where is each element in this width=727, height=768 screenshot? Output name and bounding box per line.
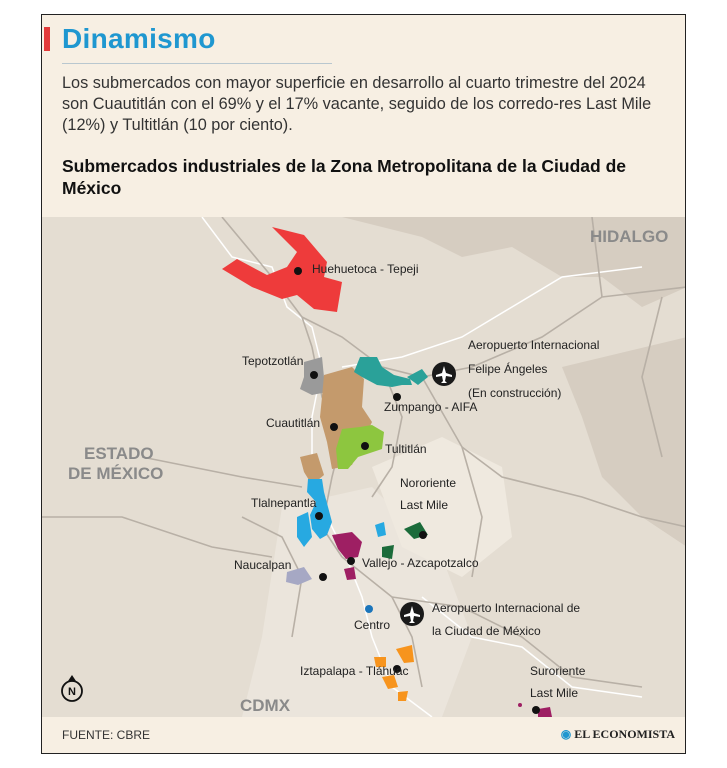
airport-icon-aifa (432, 362, 456, 386)
region-cdmx: CDMX (240, 696, 291, 715)
submarket-suroriente-dot (518, 703, 522, 707)
brand-logo (561, 727, 675, 742)
brand-dot-icon: ◉ (560, 727, 572, 741)
infographic-card (41, 14, 686, 754)
label-naucalpan: Naucalpan (234, 558, 292, 572)
marker-tepotzotlan (310, 371, 318, 379)
label-aicm-line2: la Ciudad de México (432, 624, 541, 638)
label-tlalnepantla: Tlalnepantla (251, 496, 317, 510)
map-subtitle: Submercados industriales de la Zona Metropolitana de la Ciudad de México (62, 156, 626, 198)
marker-suroriente (532, 706, 540, 714)
metro-map (42, 217, 686, 717)
region-edomex-line1: ESTADO (84, 444, 154, 463)
marker-naucalpan (319, 573, 327, 581)
description-text: Los submercados con mayor superficie en desarrollo al cuarto trimestre del 2024 son Cuautitlán con el 69% y el 17% vacante, seguido de los corredo-res Last Mile (12%) y Tultitlán (10 por ciento). (62, 74, 652, 134)
region-hidalgo: HIDALGO (590, 227, 669, 246)
airport-icon-aicm (400, 602, 424, 626)
marker-tultitlan (361, 442, 369, 450)
brand-name: EL ECONOMISTA (574, 727, 675, 741)
marker-tlalnepantla (315, 512, 323, 520)
label-huehuetoca: Huehuetoca - Tepeji (312, 262, 419, 276)
label-tultitlan: Tultitlán (385, 442, 427, 456)
submarket-centro (365, 605, 373, 613)
label-aifa-line1: Aeropuerto Internacional (468, 338, 600, 352)
marker-cuautitlan (330, 423, 338, 431)
region-edomex-line2: DE MÉXICO (68, 464, 164, 483)
label-iztapalapa: Iztapalapa - Tláhuac (300, 664, 409, 678)
source-note: FUENTE: CBRE (62, 728, 151, 742)
label-aifa-line3: (En construcción) (468, 386, 562, 400)
north-letter: N (68, 686, 76, 698)
label-centro: Centro (354, 618, 391, 632)
label-aifa-line2: Felipe Ángeles (468, 362, 548, 376)
label-cuautitlan: Cuautitlán (266, 416, 321, 430)
label-nororiente-line2: Last Mile (400, 498, 449, 512)
label-tepotzotlan: Tepotzotlán (242, 354, 304, 368)
label-nororiente-line1: Nororiente (400, 476, 457, 490)
label-vallejo: Vallejo - Azcapotzalco (362, 556, 479, 570)
title-divider (62, 63, 332, 64)
label-suroriente-line1: Suroriente (530, 664, 586, 678)
page-title: Dinamismo (62, 23, 216, 54)
marker-vallejo (347, 557, 355, 565)
marker-nororiente (419, 531, 427, 539)
label-aicm-line1: Aeropuerto Internacional de (432, 601, 581, 615)
title-accent-bar (44, 27, 50, 51)
label-suroriente-line2: Last Mile (530, 686, 579, 700)
label-zumpango: Zumpango - AIFA (384, 400, 478, 414)
marker-huehuetoca (294, 267, 302, 275)
